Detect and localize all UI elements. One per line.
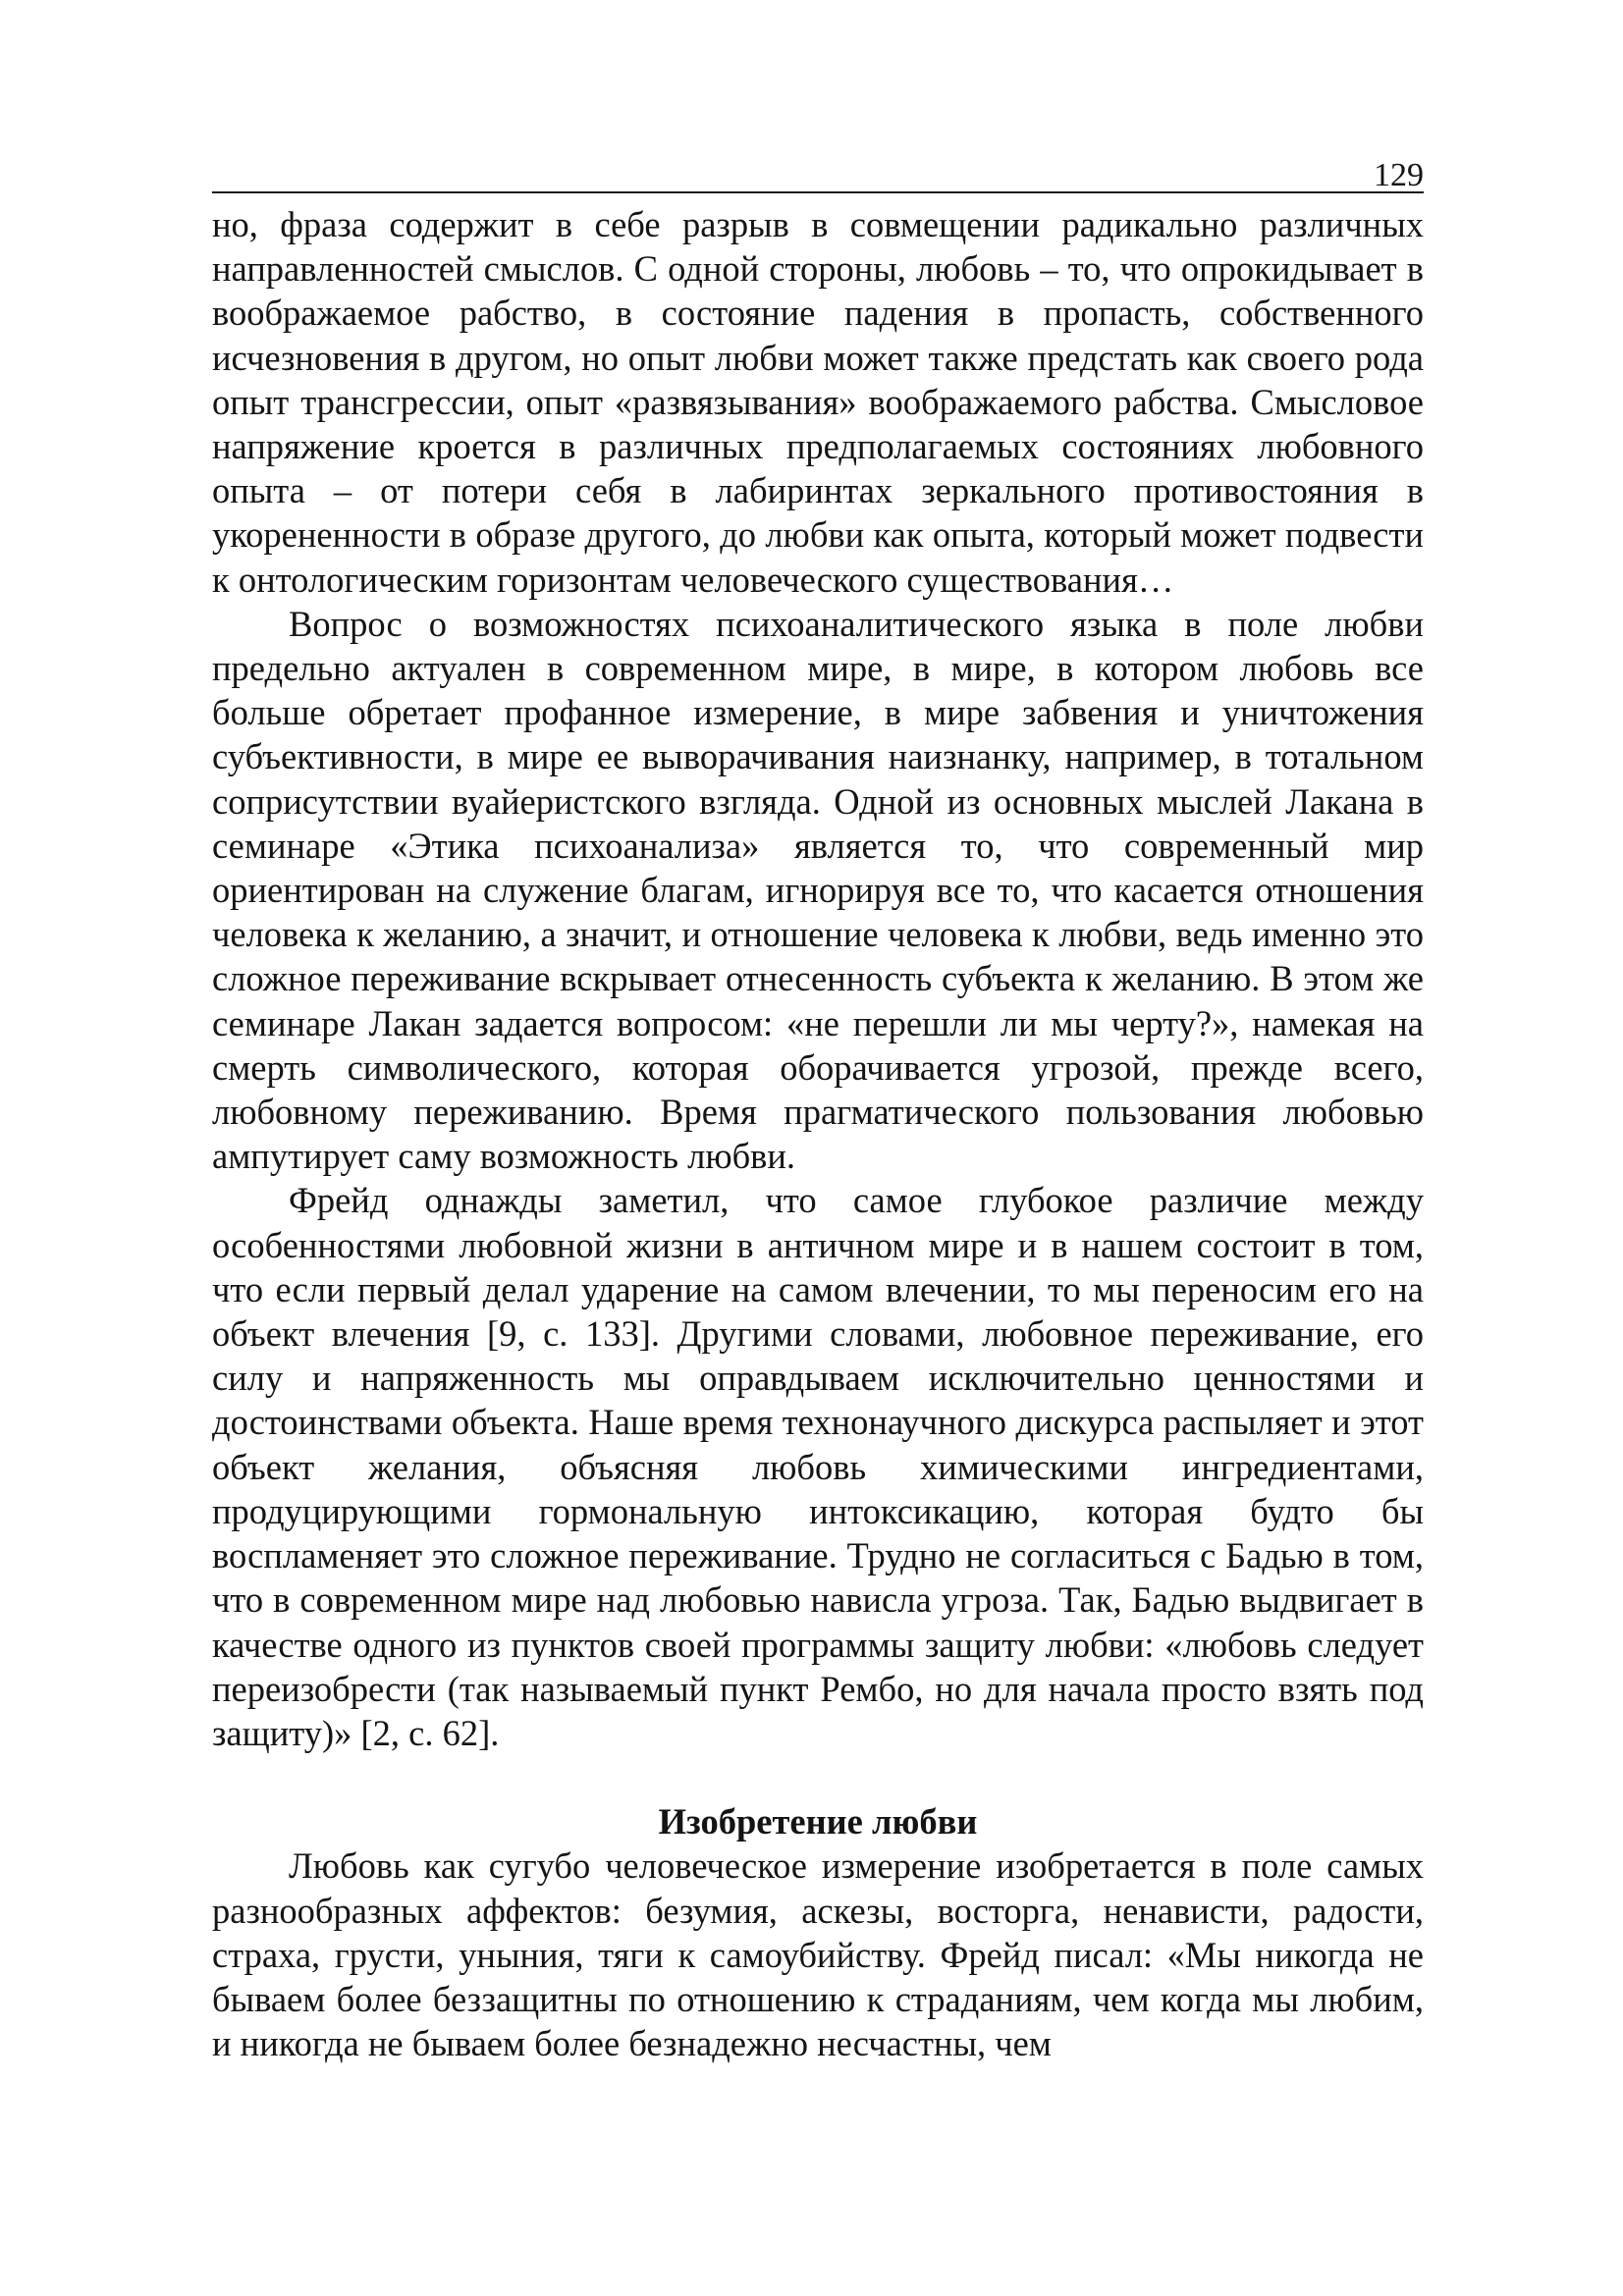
paragraph-continuation: но, фраза содержит в себе разрыв в совмещении радикально различных направленностей смыслов. С одной стороны, любовь – то, что опрокидывает в воображаемое рабство, в состояние падения в пропасть, собственного исчезновения в другом, но опыт любви может также предстать как своего рода опыт трансгрессии, опыт «развязывания» воображаемого рабства. Смысловое напряжение кроется в различных предполагаемых состояниях любовного опыта – от потери себя в лабиринтах зеркального противостояния в укорененности в образе другого, до любви как опыта, который может подвести к онтологическим горизонтам человеческого существования… (212, 204, 1424, 600)
section-heading: Изобретение любви (658, 1801, 978, 1842)
paragraph: Любовь как сугубо человеческое измерение изобретается в поле самых разнообразных аффектов: безумия, аскезы, восторга, ненависти, радости, страха, грусти, уныния, тяги к самоубийству. Фрейд писал: «Мы никогда не бываем более беззащитны по отношению к страданиям, чем когда мы любим, и никогда не бываем более безнадежно несчастны, чем (212, 1845, 1424, 2064)
paragraph: Фрейд однажды заметил, что самое глубокое различие между особенностями любовной жизни в античном мире и в нашем состоит в том, что если первый делал ударение на самом влечении, то мы переносим его на объект влечения [9, с. 133]. Другими словами, любовное переживание, его силу и напряженность мы оправдываем исключительно ценностями и достоинствами объекта. Наше время технонаучного дискурса распыляет и этот объект желания, объясняя любовь химическими ингредиентами, продуцирующими гормональную интоксикацию, которая будто бы воспламеняет это сложное переживание. Трудно не согласиться с Бадью в том, что в современном мире над любовью нависла угроза. Так, Бадью выдвигает в качестве одного из пунктов своей программы защиту любви: «любовь следует переизобрести (так называемый пункт Рембо, но для начала просто взять под защиту)» [2, с. 62]. (212, 1180, 1424, 1753)
body-text (212, 202, 1424, 2065)
page-number: 129 (1374, 157, 1424, 193)
header-rule (212, 191, 1424, 193)
paragraph: Вопрос о возможностях психоаналитического языка в поле любви предельно актуален в современном мире, в мире, в котором любовь все больше обретает профанное измерение, в мире забвения и уничтожения субъективности, в мире ее выворачивания наизнанку, например, в тотальном соприсутствии вуайеристского взгляда. Одной из основных мыслей Лакана в семинаре «Этика психоанализа» является то, что современный мир ориентирован на служение благам, игнорируя все то, что касается отношения человека к желанию, а значит, и отношение человека к любви, ведь именно это сложное переживание вскрывает отнесенность субъекта к желанию. В этом же семинаре Лакан задается вопросом: «не перешли ли мы черту?», намекая на смерть символического, которая оборачивается угрозой, прежде всего, любовному переживанию. Время прагматического пользования любовью ампутирует саму возможность любви. (212, 603, 1424, 1177)
